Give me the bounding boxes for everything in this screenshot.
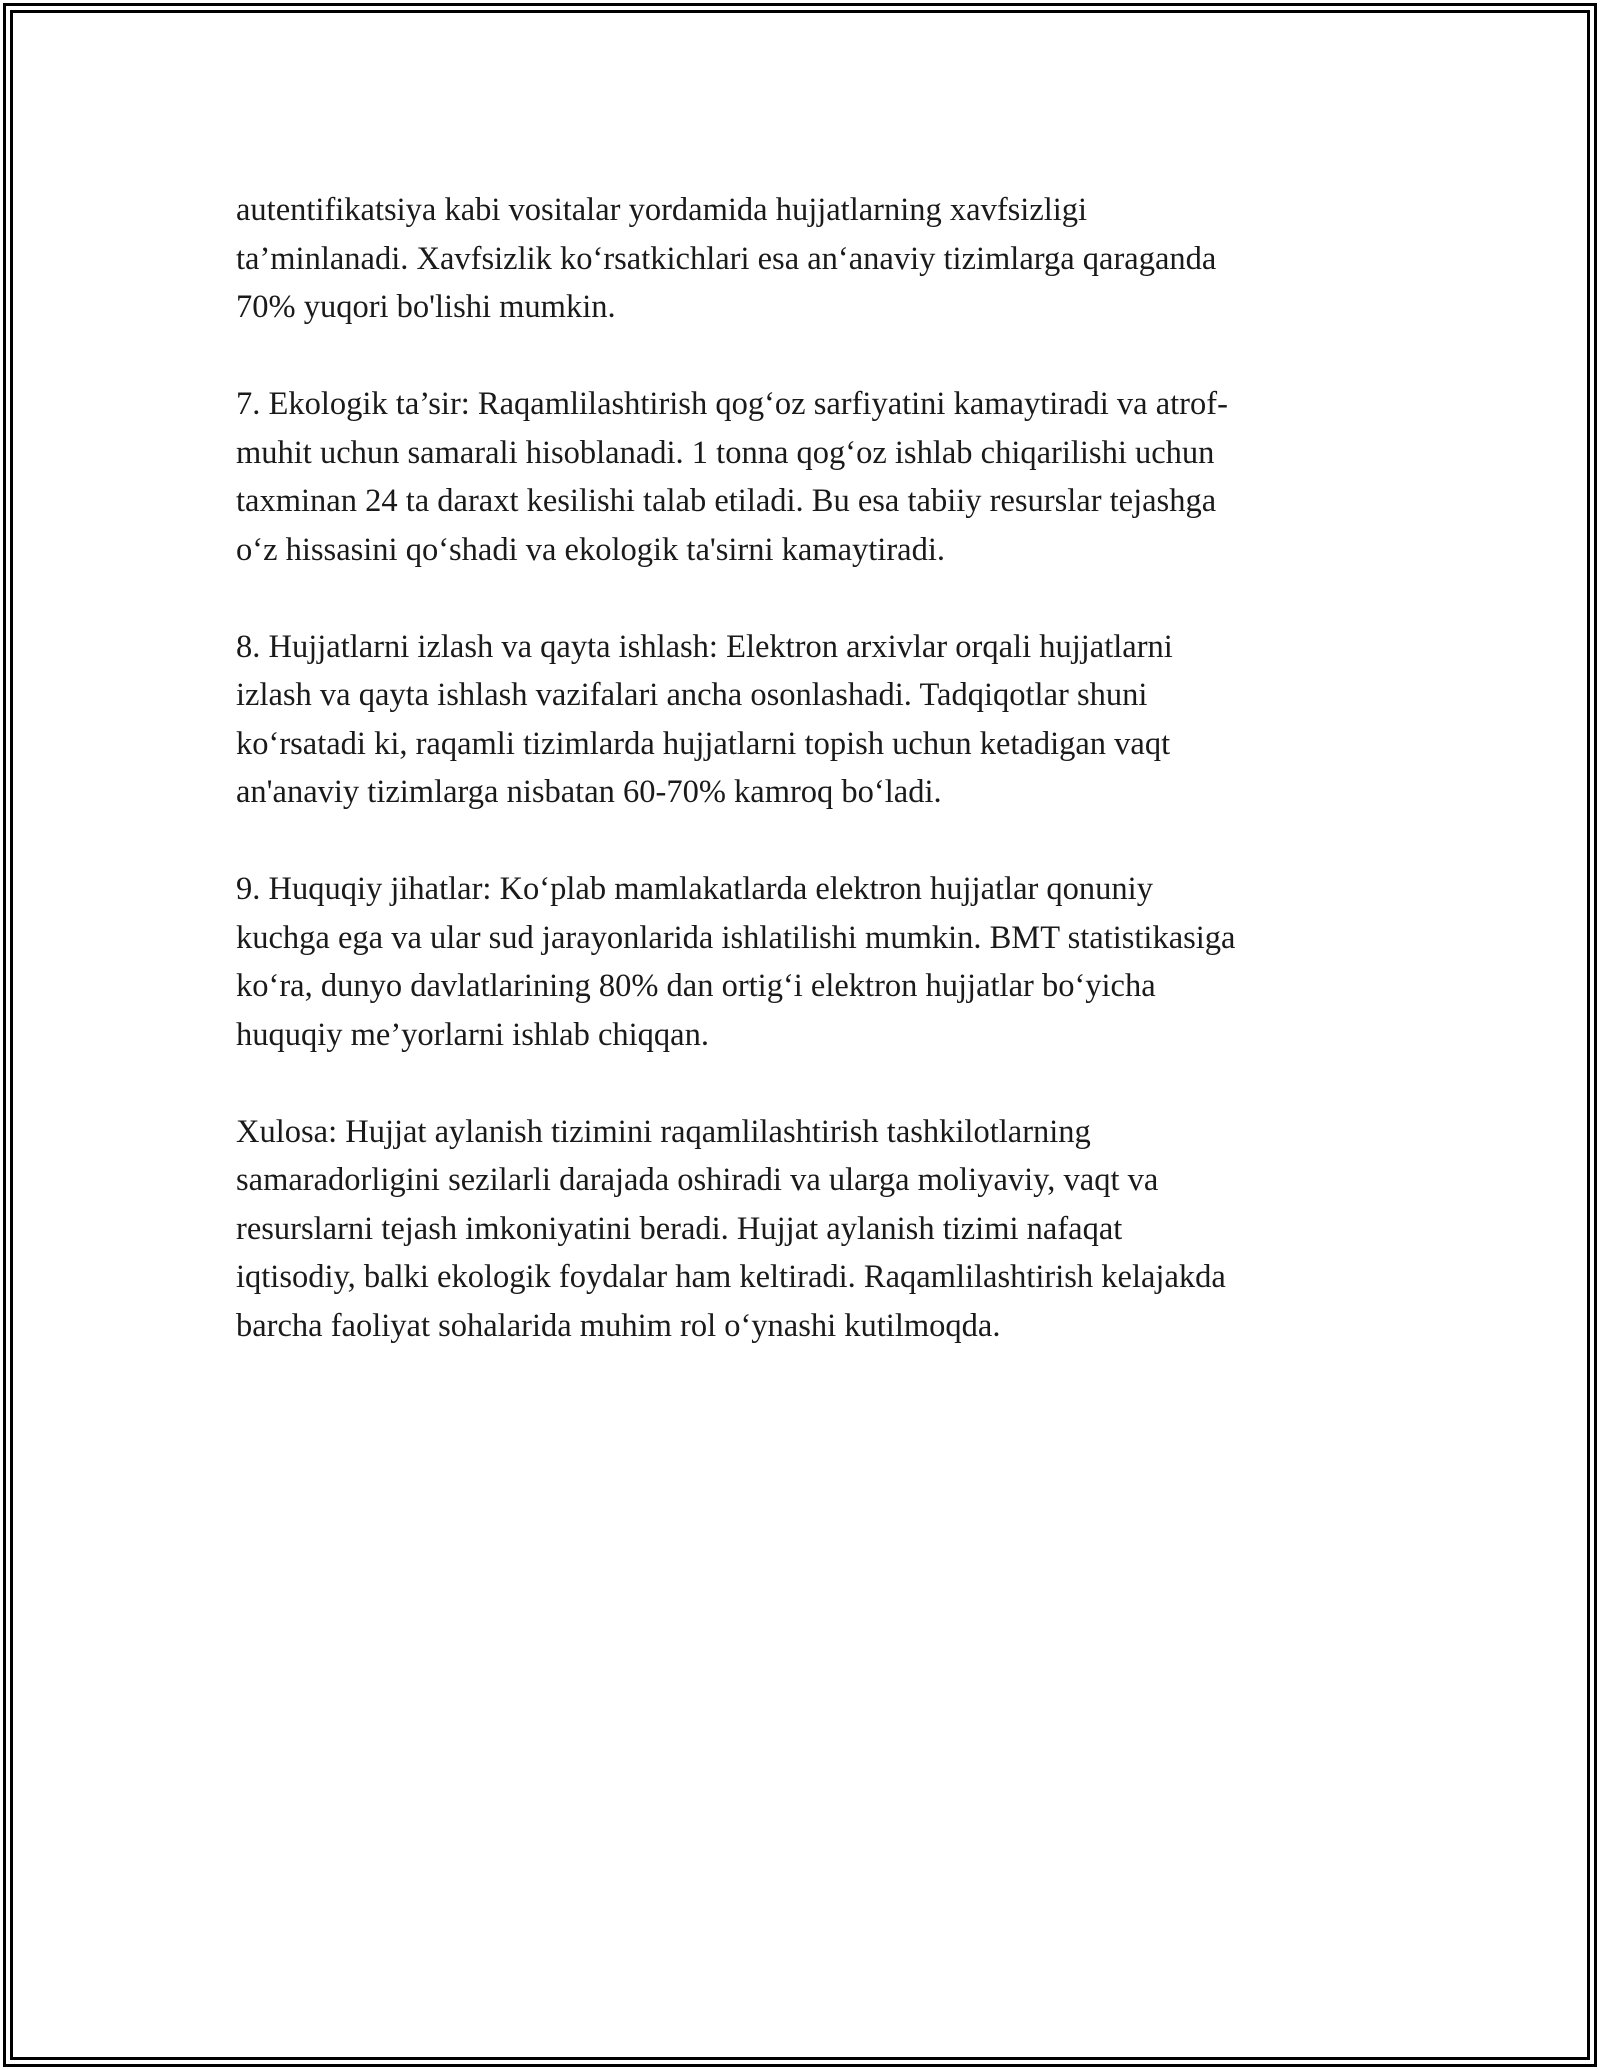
text-line: ko‘rsatadi ki, raqamli tizimlarda hujjatlarni topish uchun ketadigan vaqt (236, 725, 1171, 762)
text-line: huquqiy me’yorlarni ishlab chiqqan. (236, 1016, 709, 1053)
text-line: 70% yuqori bo'lishi mumkin. (236, 289, 616, 325)
text-line: o‘z hissasini qo‘shadi va ekologik ta'sirni kamaytiradi. (236, 531, 945, 568)
text-line: taxminan 24 ta daraxt kesilishi talab etiladi. Bu esa tabiiy resurslar tejashga (236, 483, 1217, 519)
text-line: autentifikatsiya kabi vositalar yordamida hujjatlarning xavfsizligi (236, 192, 1088, 228)
text-line: kuchga ega va ular sud jarayonlarida ishlatilishi mumkin. BMT statistikasiga (236, 919, 1236, 956)
paragraph-section-7 (236, 380, 1386, 574)
text-line: 9. Huquqiy jihatlar: Ko‘plab mamlakatlarda elektron hujjatlar qonuniy (236, 871, 1153, 907)
document-body (236, 186, 1386, 1399)
text-line: 8. Hujjatlarni izlash va qayta ishlash: Elektron arxivlar orqali hujjatlarni (236, 628, 1173, 665)
text-line: Xulosa: Hujjat aylanish tizimini raqamlilashtirish tashkilotlarning (236, 1113, 1091, 1150)
paragraph-conclusion (236, 1108, 1386, 1351)
text-line: samaradorligini sezilarli darajada oshiradi va ularga moliyaviy, vaqt va (236, 1162, 1159, 1198)
text-line: muhit uchun samarali hisoblanadi. 1 tonna qog‘oz ishlab chiqarilishi uchun (236, 434, 1215, 471)
text-line: ko‘ra, dunyo davlatlarining 80% dan ortig‘i elektron hujjatlar bo‘yicha (236, 968, 1156, 1004)
text-line: an'anaviy tizimlarga nisbatan 60-70% kamroq bo‘ladi. (236, 774, 942, 810)
paragraph-section-8 (236, 623, 1386, 817)
text-line: izlash va qayta ishlash vazifalari ancha osonlashadi. Tadqiqotlar shuni (236, 677, 1148, 713)
paragraph-intro-continued (236, 186, 1386, 332)
text-line: 7. Ekologik ta’sir: Raqamlilashtirish qog‘oz sarfiyatini kamaytiradi va atrof- (236, 386, 1228, 422)
text-line: resurslarni tejash imkoniyatini beradi. Hujjat aylanish tizimi nafaqat (236, 1210, 1123, 1247)
text-line: ta’minlanadi. Xavfsizlik ko‘rsatkichlari esa an‘anaviy tizimlarga qaraganda (236, 240, 1217, 277)
text-line: barcha faoliyat sohalarida muhim rol o‘ynashi kutilmoqda. (236, 1307, 1001, 1344)
paragraph-section-9 (236, 865, 1386, 1059)
text-line: iqtisodiy, balki ekologik foydalar ham keltiradi. Raqamlilashtirish kelajakda (236, 1259, 1226, 1295)
